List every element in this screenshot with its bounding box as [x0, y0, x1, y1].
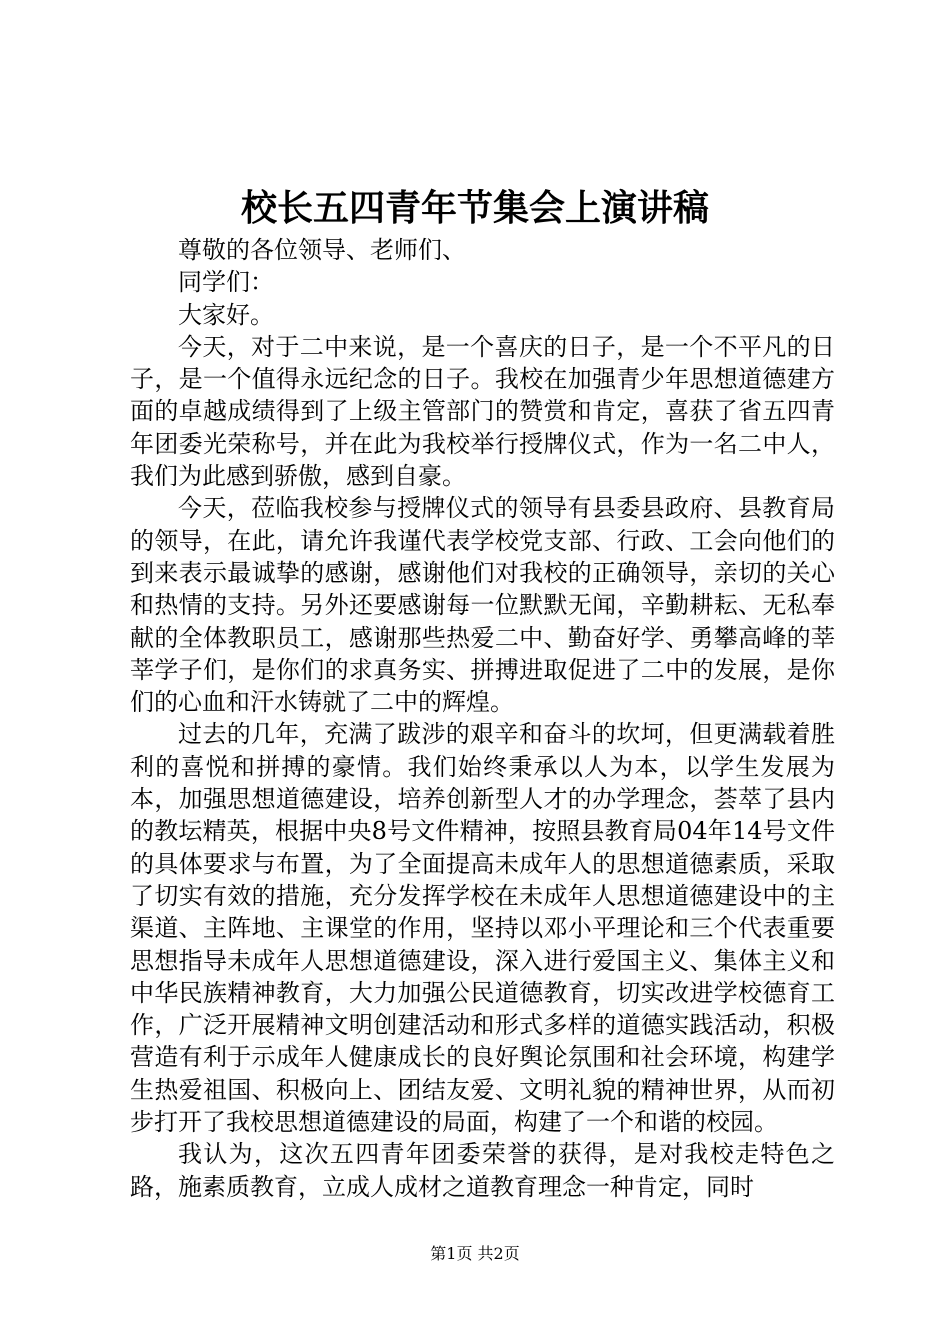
salutation-line-2: 同学们：: [178, 268, 274, 297]
document-title: 校长五四青年节集会上演讲稿: [240, 187, 709, 229]
salutation-line-1: 尊敬的各位领导、老师们、: [178, 236, 466, 264]
paragraph-1: 今天，对于二中来说，是一个喜庆的日子，是一个不平凡的日子，是一个值得永远纪念的日子。我校在加强青少年思想道德建方面的卓越成绩得到了上级主管部门的赞赏和肯定，喜获了省五四青年团委光荣称号，并在此为我校举行授牌仪式，作为一名二中人，我们为此感到骄傲，感到自豪。: [130, 332, 835, 491]
paragraph-3: 过去的几年，充满了跋涉的艰辛和奋斗的坎坷，但更满载着胜利的喜悦和拼搏的豪情。我们始终秉承以人为本，以学生发展为本，加强思想道德建设，培养创新型人才的办学理念，荟萃了县内的教坛精英，根据中央8号文件精神，按照县教育局04年14号文件的具体要求与布置，为了全面提高未成年人的思想道德素质，采取了切实有效的措施，充分发挥学校在未成年人思想道德建设中的主渠道、主阵地、主课堂的作用，坚持以邓小平理论和三个代表重要思想指导未成年人思想道德建设，深入进行爱国主义、集体主义和中华民族精神教育，大力加强公民道德教育，切实改进学校德育工作，广泛开展精神文明创建活动和形式多样的道德实践活动，积极营造有利于示成年人健康成长的良好舆论氛围和社会环境，构建学生热爱祖国、积极向上、团结友爱、文明礼貌的精神世界，从而初步打开了我校思想道德建设的局面，构建了一个和谐的校园。: [130, 720, 835, 1137]
document-body: [130, 234, 835, 1203]
greeting-line: 大家好。: [178, 300, 274, 329]
page-footer: 第1页 共2页: [430, 1244, 520, 1263]
paragraph-4: 我认为，这次五四青年团委荣誉的获得，是对我校走特色之路，施素质教育，立成人成材之道教育理念一种肯定，同时: [130, 1140, 835, 1201]
paragraph-2: 今天，莅临我校参与授牌仪式的领导有县委县政府、县教育局的领导，在此，请允许我谨代表学校党支部、行政、工会向他们的到来表示最诚挚的感谢，感谢他们对我校的正确领导，亲切的关心和热情的支持。另外还要感谢每一位默默无闻，辛勤耕耘、无私奉献的全体教职员工，感谢那些热爱二中、勤奋好学、勇攀高峰的莘莘学子们，是你们的求真务实、拼搏进取促进了二中的发展，是你们的心血和汗水铸就了二中的辉煌。: [130, 494, 835, 717]
